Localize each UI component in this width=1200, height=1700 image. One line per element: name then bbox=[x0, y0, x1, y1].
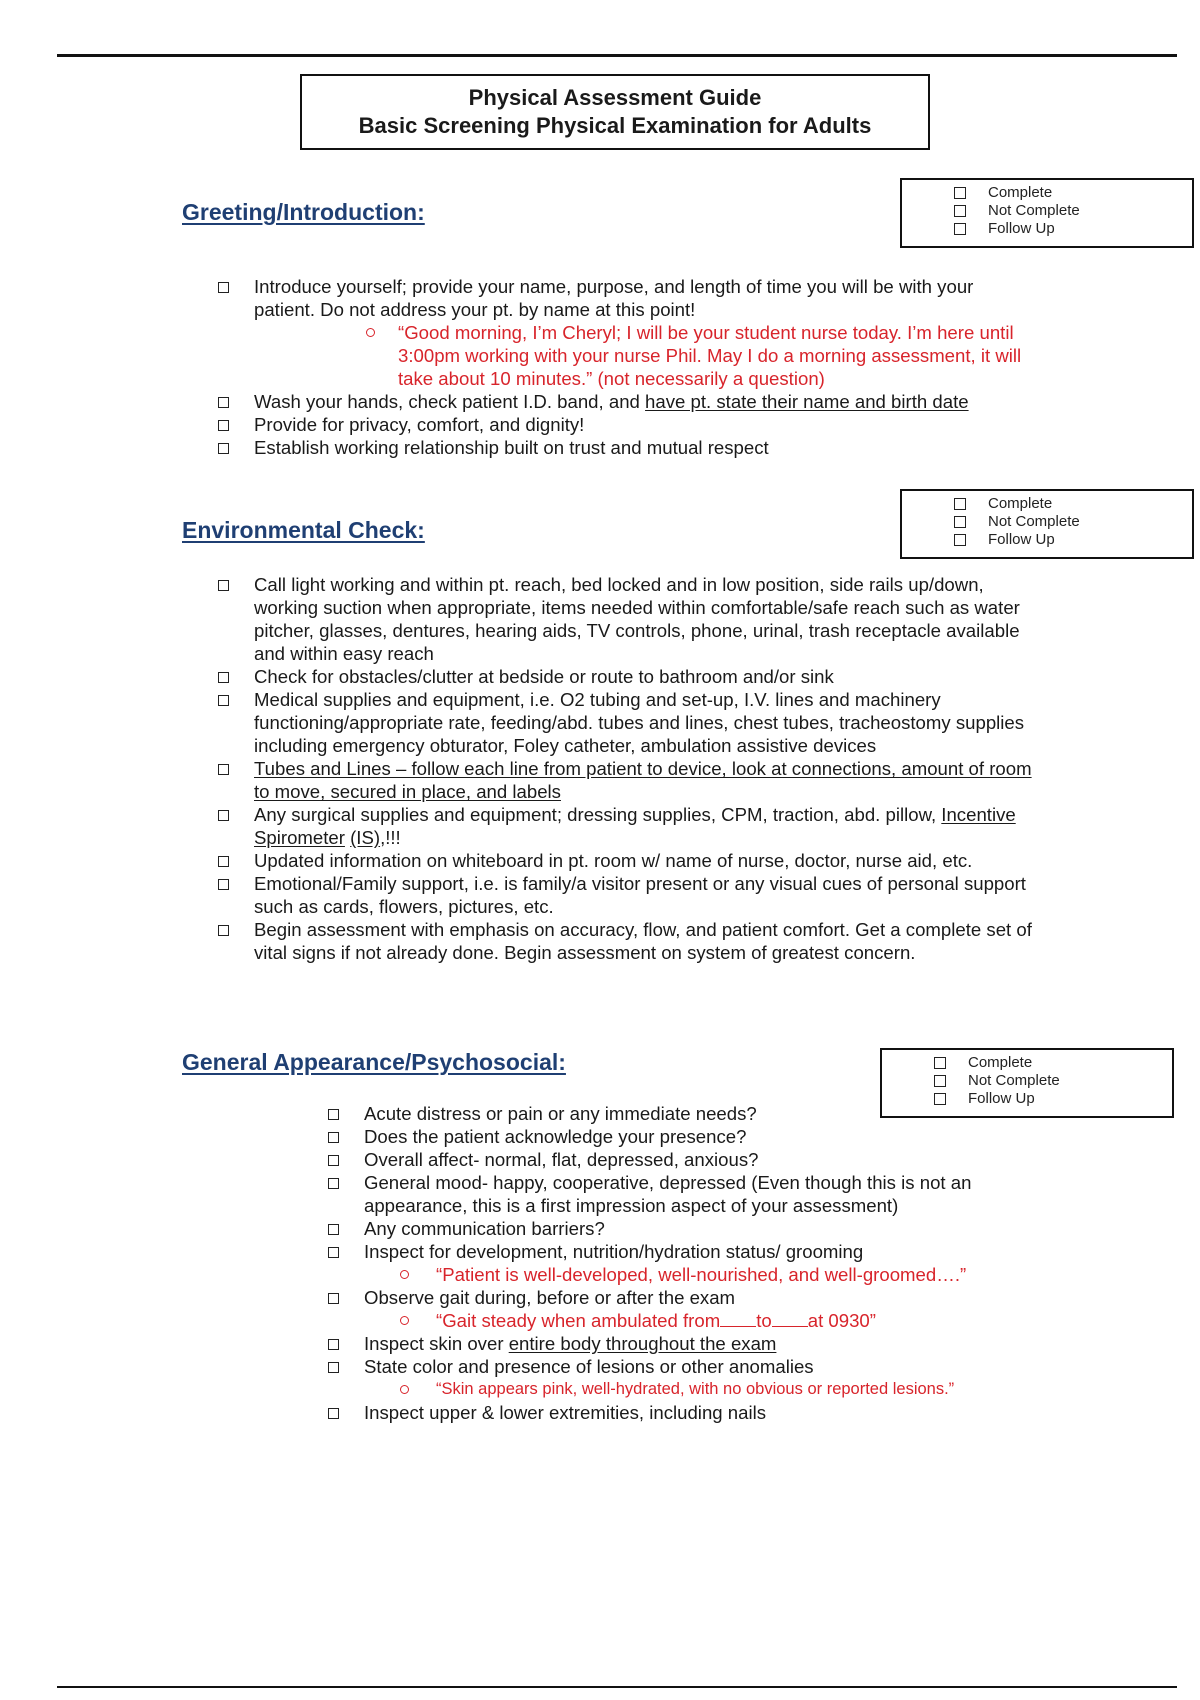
status-option-follow-up[interactable]: Follow Up bbox=[954, 531, 1192, 549]
checkbox-bullet-icon bbox=[328, 1132, 339, 1143]
checkbox-icon[interactable] bbox=[934, 1075, 946, 1087]
status-box-greeting bbox=[900, 178, 1194, 248]
list-item: Check for obstacles/clutter at bedside or route to bathroom and/or sink bbox=[218, 665, 1048, 688]
list-item: Observe gait during, before or after the exam bbox=[328, 1286, 1048, 1309]
status-box-environment bbox=[900, 489, 1194, 559]
circle-bullet-icon bbox=[400, 1385, 409, 1394]
checkbox-icon[interactable] bbox=[934, 1057, 946, 1069]
list-item: Introduce yourself; provide your name, purpose, and length of time you will be with your patient. Do not address your pt. by name at this point! bbox=[218, 275, 1038, 321]
list-item: Emotional/Family support, i.e. is family/a visitor present or any visual cues of personal support such as cards, flowers, pictures, etc. bbox=[218, 872, 1048, 918]
checkbox-bullet-icon bbox=[328, 1362, 339, 1373]
list-item: State color and presence of lesions or other anomalies bbox=[328, 1355, 1048, 1378]
checkbox-bullet-icon bbox=[328, 1155, 339, 1166]
checkbox-bullet-icon bbox=[328, 1178, 339, 1189]
status-option-not-complete[interactable]: Not Complete bbox=[934, 1072, 1172, 1090]
example-quote: “Gait steady when ambulated from to at 0930” bbox=[328, 1309, 1048, 1332]
checkbox-bullet-icon bbox=[328, 1224, 339, 1235]
circle-bullet-icon bbox=[400, 1270, 409, 1279]
status-option-not-complete[interactable]: Not Complete bbox=[954, 513, 1192, 531]
circle-bullet-icon bbox=[400, 1316, 409, 1325]
list-item: Establish working relationship built on trust and mutual respect bbox=[218, 436, 1038, 459]
checkbox-bullet-icon bbox=[328, 1247, 339, 1258]
document-title-box bbox=[300, 74, 930, 150]
section-title-greeting: Greeting/Introduction: bbox=[182, 199, 425, 225]
checkbox-bullet-icon bbox=[328, 1293, 339, 1304]
status-option-follow-up[interactable]: Follow Up bbox=[934, 1090, 1172, 1108]
list-item: Medical supplies and equipment, i.e. O2 tubing and set-up, I.V. lines and machinery functioning/appropriate rate, feeding/abd. tubes and lines, chest tubes, tracheostomy supplies including emergency obturator, Foley catheter, ambulation assistive devices bbox=[218, 688, 1048, 757]
example-quote: “Good morning, I’m Cheryl; I will be your student nurse today. I’m here until 3:00pm working with your nurse Phil. May I do a morning assessment, it will take about 10 minutes.” (not necessarily a question) bbox=[218, 321, 1038, 390]
checkbox-icon[interactable] bbox=[954, 516, 966, 528]
list-item: Call light working and within pt. reach, bed locked and in low position, side rails up/down, working suction when appropriate, items needed within comfortable/safe reach such as water pitcher, glasses, dentures, hearing aids, TV controls, phone, urinal, trash receptacle available and within easy reach bbox=[218, 573, 1048, 665]
document-subtitle: Basic Screening Physical Examination for Adults bbox=[358, 113, 872, 138]
checkbox-icon[interactable] bbox=[954, 205, 966, 217]
section-title-appearance: General Appearance/Psychosocial: bbox=[182, 1049, 566, 1075]
top-rule bbox=[57, 54, 1177, 57]
checkbox-icon[interactable] bbox=[954, 498, 966, 510]
list-item: Any surgical supplies and equipment; dressing supplies, CPM, traction, abd. pillow, Incentive Spirometer (IS),!!! bbox=[218, 803, 1048, 849]
checkbox-bullet-icon bbox=[218, 420, 229, 431]
list-item: Inspect for development, nutrition/hydration status/ grooming bbox=[328, 1240, 1048, 1263]
checkbox-icon[interactable] bbox=[954, 223, 966, 235]
fill-in-blank[interactable] bbox=[720, 1312, 756, 1327]
appearance-list bbox=[328, 1102, 1048, 1424]
checkbox-bullet-icon bbox=[218, 879, 229, 890]
status-option-follow-up[interactable]: Follow Up bbox=[954, 220, 1192, 238]
checkbox-bullet-icon bbox=[218, 925, 229, 936]
section-title-environment: Environmental Check: bbox=[182, 517, 425, 543]
status-option-complete[interactable]: Complete bbox=[954, 495, 1192, 513]
example-quote: “Patient is well-developed, well-nourished, and well-groomed….” bbox=[328, 1263, 1048, 1286]
list-item: Inspect skin over entire body throughout the exam bbox=[328, 1332, 1048, 1355]
checkbox-icon[interactable] bbox=[954, 187, 966, 199]
example-quote: “Skin appears pink, well-hydrated, with no obvious or reported lesions.” bbox=[328, 1378, 1048, 1401]
document-title: Physical Assessment Guide bbox=[468, 85, 762, 110]
checkbox-bullet-icon bbox=[218, 443, 229, 454]
checkbox-bullet-icon bbox=[218, 580, 229, 591]
checkbox-bullet-icon bbox=[218, 282, 229, 293]
status-option-not-complete[interactable]: Not Complete bbox=[954, 202, 1192, 220]
list-item: Begin assessment with emphasis on accuracy, flow, and patient comfort. Get a complete set of vital signs if not already done. Begin assessment on system of greatest concern. bbox=[218, 918, 1048, 964]
checkbox-bullet-icon bbox=[218, 695, 229, 706]
list-item: Wash your hands, check patient I.D. band, and have pt. state their name and birth date bbox=[218, 390, 1038, 413]
checkbox-bullet-icon bbox=[218, 397, 229, 408]
checkbox-bullet-icon bbox=[218, 672, 229, 683]
checkbox-bullet-icon bbox=[218, 856, 229, 867]
list-item: General mood- happy, cooperative, depressed (Even though this is not an appearance, this is a first impression aspect of your assessment) bbox=[328, 1171, 1048, 1217]
list-item: Overall affect- normal, flat, depressed, anxious? bbox=[328, 1148, 1048, 1171]
list-item: Tubes and Lines – follow each line from patient to device, look at connections, amount of room to move, secured in place, and labels bbox=[218, 757, 1048, 803]
checkbox-bullet-icon bbox=[328, 1408, 339, 1419]
checkbox-bullet-icon bbox=[218, 810, 229, 821]
list-item: Updated information on whiteboard in pt. room w/ name of nurse, doctor, nurse aid, etc. bbox=[218, 849, 1048, 872]
status-option-complete[interactable]: Complete bbox=[954, 184, 1192, 202]
list-item: Provide for privacy, comfort, and dignity! bbox=[218, 413, 1038, 436]
circle-bullet-icon bbox=[366, 328, 375, 337]
environment-list bbox=[218, 573, 1048, 964]
status-option-complete[interactable]: Complete bbox=[934, 1054, 1172, 1072]
bottom-rule bbox=[57, 1686, 1177, 1688]
list-item: Inspect upper & lower extremities, including nails bbox=[328, 1401, 1048, 1424]
list-item: Acute distress or pain or any immediate needs? bbox=[328, 1102, 1048, 1125]
fill-in-blank[interactable] bbox=[772, 1312, 808, 1327]
list-item: Does the patient acknowledge your presence? bbox=[328, 1125, 1048, 1148]
checkbox-bullet-icon bbox=[328, 1109, 339, 1120]
checkbox-bullet-icon bbox=[218, 764, 229, 775]
list-item: Any communication barriers? bbox=[328, 1217, 1048, 1240]
checkbox-icon[interactable] bbox=[954, 534, 966, 546]
greeting-list bbox=[218, 275, 1038, 459]
checkbox-bullet-icon bbox=[328, 1339, 339, 1350]
